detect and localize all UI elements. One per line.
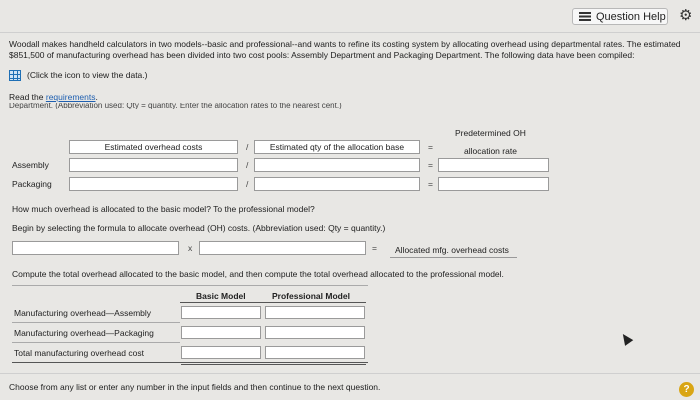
read-prefix: Read the	[9, 92, 46, 102]
row-label-assembly: Assembly	[12, 160, 49, 170]
divider	[180, 302, 366, 303]
row-mfg-oh-packaging: Manufacturing overhead—Packaging	[14, 328, 154, 338]
basic-total-input[interactable]	[181, 346, 261, 359]
compute-instruction: Compute the total overhead allocated to the basic model, and then compute the total overhead allocated to the professional model.	[12, 269, 504, 279]
basic-packaging-input[interactable]	[181, 326, 261, 339]
equals-symbol: =	[372, 243, 377, 253]
equals-symbol: =	[428, 160, 433, 170]
divider	[12, 342, 180, 343]
formula-second-select[interactable]	[199, 241, 366, 255]
question-text: How much overhead is allocated to the basic model? To the professional model?	[12, 204, 315, 214]
equals-symbol: =	[428, 142, 433, 152]
divider	[12, 285, 368, 286]
view-data-label: (Click the icon to view the data.)	[27, 70, 148, 80]
col-basic-model: Basic Model	[196, 291, 246, 301]
basic-assembly-input[interactable]	[181, 306, 261, 319]
clipped-instruction: Department. (Abbreviation used: Qty = quantity. Enter the allocation rates to the nearest cent.)	[9, 103, 342, 109]
formula-first-select[interactable]	[12, 241, 179, 255]
packaging-rate-input[interactable]	[438, 177, 549, 191]
header-estimated-overhead-costs: Estimated overhead costs	[69, 140, 238, 154]
professional-total-input[interactable]	[265, 346, 365, 359]
times-symbol: x	[188, 243, 193, 253]
packaging-qty-input[interactable]	[254, 177, 420, 191]
assembly-qty-input[interactable]	[254, 158, 420, 172]
formula-instruction: Begin by selecting the formula to allocate overhead (OH) costs. (Abbreviation used: Qty = quantity.)	[12, 223, 386, 233]
professional-packaging-input[interactable]	[265, 326, 365, 339]
divider	[0, 32, 700, 33]
help-icon[interactable]: ?	[679, 382, 694, 397]
mouse-cursor-icon	[619, 331, 634, 346]
divide-symbol: /	[246, 160, 249, 170]
row-label-packaging: Packaging	[12, 179, 52, 189]
read-requirements: Read the requirements.	[9, 92, 98, 102]
packaging-cost-input[interactable]	[69, 177, 238, 191]
problem-intro: Woodall makes handheld calculators in two models--basic and professional--and wants to refine its costing system by allocating overhead using departmental rates. The estimated $851,500 of manufacturing overhead has been divided into two cost pools: Assembly Department and Packaging Department. The following data have been compiled:	[9, 39, 681, 60]
rate-header-line1: Predetermined OH	[455, 128, 526, 138]
view-data-link[interactable]	[9, 70, 147, 81]
col-professional-model: Professional Model	[272, 291, 350, 301]
row-total-mfg-oh: Total manufacturing overhead cost	[14, 348, 144, 358]
row-mfg-oh-assembly: Manufacturing overhead—Assembly	[14, 308, 152, 318]
assembly-rate-input[interactable]	[438, 158, 549, 172]
data-table-icon[interactable]	[9, 70, 21, 81]
gear-icon[interactable]: ⚙	[679, 7, 693, 24]
top-bar	[0, 0, 700, 32]
double-underline	[181, 364, 366, 365]
question-help-button[interactable]	[572, 8, 668, 25]
list-icon	[579, 12, 591, 21]
divide-symbol: /	[246, 142, 249, 152]
divide-symbol: /	[246, 179, 249, 189]
formula-result-label: Allocated mfg. overhead costs	[395, 245, 509, 255]
divider	[0, 373, 700, 374]
divider	[12, 362, 368, 363]
footer-instruction: Choose from any list or enter any number in the input fields and then continue to the next question.	[9, 382, 381, 392]
question-help-label: Question Help	[596, 10, 666, 23]
professional-assembly-input[interactable]	[265, 306, 365, 319]
requirements-link[interactable]: requirements	[45, 92, 96, 102]
divider	[390, 257, 517, 258]
header-estimated-qty: Estimated qty of the allocation base	[254, 140, 420, 154]
divider	[12, 322, 180, 323]
equals-symbol: =	[428, 179, 433, 189]
rate-header-line2: allocation rate	[464, 146, 517, 156]
assembly-cost-input[interactable]	[69, 158, 238, 172]
